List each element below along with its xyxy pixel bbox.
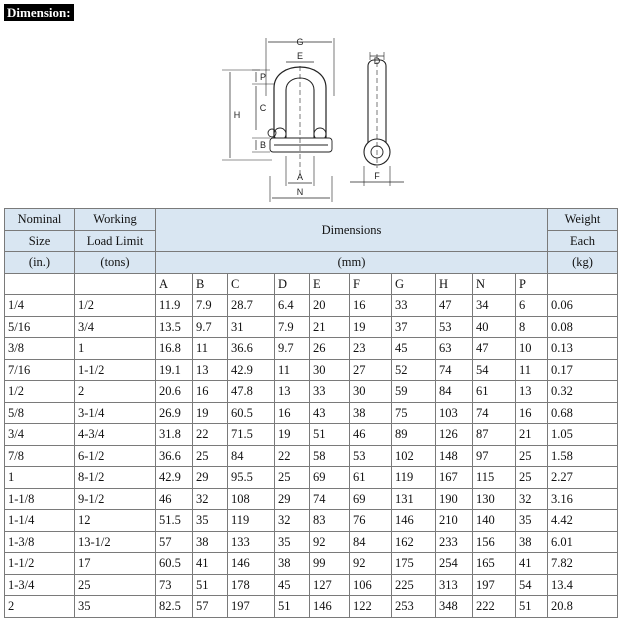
empty-cell xyxy=(5,273,75,295)
table-cell: 222 xyxy=(473,596,516,618)
table-cell: 16 xyxy=(350,295,392,317)
label-h: H xyxy=(233,110,241,120)
table-cell: 45 xyxy=(275,574,310,596)
label-d: D xyxy=(373,56,381,66)
table-cell: 58 xyxy=(310,445,350,467)
table-cell: 233 xyxy=(436,531,473,553)
label-a: A xyxy=(296,172,304,182)
table-cell: 9-1/2 xyxy=(75,488,156,510)
table-cell: 1-3/4 xyxy=(5,574,75,596)
table-cell: 25 xyxy=(516,467,548,489)
unit-in: (in.) xyxy=(5,252,75,274)
table-cell: 16 xyxy=(516,402,548,424)
table-cell: 38 xyxy=(516,531,548,553)
table-cell: 1/2 xyxy=(75,295,156,317)
table-cell: 22 xyxy=(275,445,310,467)
table-row xyxy=(5,402,618,424)
shackle-dimension-diagram xyxy=(200,26,440,206)
table-cell: 0.06 xyxy=(548,295,618,317)
table-cell: 13 xyxy=(193,359,228,381)
table-cell: 60.5 xyxy=(228,402,275,424)
table-cell: 99 xyxy=(310,553,350,575)
table-cell: 92 xyxy=(310,531,350,553)
table-cell: 1.58 xyxy=(548,445,618,467)
table-cell: 3/8 xyxy=(5,338,75,360)
table-cell: 61 xyxy=(473,381,516,403)
table-cell: 6.4 xyxy=(275,295,310,317)
table-row xyxy=(5,424,618,446)
table-cell: 51 xyxy=(310,424,350,446)
table-cell: 61 xyxy=(350,467,392,489)
dimensions-header: Dimensions xyxy=(156,209,548,252)
table-cell: 7/8 xyxy=(5,445,75,467)
table-cell: 1-1/8 xyxy=(5,488,75,510)
table-cell: 51.5 xyxy=(156,510,193,532)
nominal-size-header: Nominal xyxy=(5,209,75,231)
table-row xyxy=(5,531,618,553)
table-cell: 53 xyxy=(436,316,473,338)
table-cell: 69 xyxy=(350,488,392,510)
table-cell: 38 xyxy=(350,402,392,424)
table-cell: 33 xyxy=(392,295,436,317)
table-cell: 43 xyxy=(310,402,350,424)
table-cell: 11 xyxy=(516,359,548,381)
table-cell: 253 xyxy=(392,596,436,618)
col-header-a: A xyxy=(156,273,193,295)
table-cell: 89 xyxy=(392,424,436,446)
table-cell: 45 xyxy=(392,338,436,360)
table-row xyxy=(5,510,618,532)
table-cell: 11.9 xyxy=(156,295,193,317)
table-row xyxy=(5,596,618,618)
label-p: P xyxy=(259,72,267,82)
table-cell: 69 xyxy=(310,467,350,489)
label-n: N xyxy=(296,187,304,197)
table-cell: 156 xyxy=(473,531,516,553)
table-cell: 13 xyxy=(275,381,310,403)
table-cell: 20.8 xyxy=(548,596,618,618)
table-cell: 35 xyxy=(75,596,156,618)
nominal-size-header-line2: Size xyxy=(5,230,75,252)
table-cell: 6-1/2 xyxy=(75,445,156,467)
table-cell: 0.17 xyxy=(548,359,618,381)
table-cell: 34 xyxy=(473,295,516,317)
table-cell: 348 xyxy=(436,596,473,618)
table-cell: 19.1 xyxy=(156,359,193,381)
table-cell: 21 xyxy=(310,316,350,338)
table-cell: 73 xyxy=(156,574,193,596)
table-cell: 103 xyxy=(436,402,473,424)
empty-cell xyxy=(75,273,156,295)
table-cell: 35 xyxy=(516,510,548,532)
table-cell: 36.6 xyxy=(228,338,275,360)
table-cell: 9.7 xyxy=(193,316,228,338)
table-cell: 29 xyxy=(193,467,228,489)
table-cell: 54 xyxy=(473,359,516,381)
table-cell: 20 xyxy=(310,295,350,317)
unit-mm: (mm) xyxy=(156,252,548,274)
table-cell: 2 xyxy=(75,381,156,403)
table-cell: 36.6 xyxy=(156,445,193,467)
table-row xyxy=(5,553,618,575)
table-cell: 148 xyxy=(436,445,473,467)
table-cell: 38 xyxy=(275,553,310,575)
table-cell: 13.5 xyxy=(156,316,193,338)
table-cell: 47 xyxy=(473,338,516,360)
col-header-n: N xyxy=(473,273,516,295)
table-cell: 40 xyxy=(473,316,516,338)
table-cell: 32 xyxy=(193,488,228,510)
table-cell: 190 xyxy=(436,488,473,510)
table-cell: 12 xyxy=(75,510,156,532)
label-g: G xyxy=(296,37,304,47)
empty-cell xyxy=(548,273,618,295)
table-cell: 106 xyxy=(350,574,392,596)
table-cell: 175 xyxy=(392,553,436,575)
table-cell: 16 xyxy=(275,402,310,424)
table-cell: 7.9 xyxy=(193,295,228,317)
table-cell: 51 xyxy=(275,596,310,618)
label-e: E xyxy=(296,51,304,61)
table-cell: 6 xyxy=(516,295,548,317)
col-header-f: F xyxy=(350,273,392,295)
table-cell: 7/16 xyxy=(5,359,75,381)
table-row xyxy=(5,381,618,403)
table-cell: 84 xyxy=(228,445,275,467)
table-cell: 1.05 xyxy=(548,424,618,446)
table-cell: 75 xyxy=(392,402,436,424)
table-cell: 16 xyxy=(193,381,228,403)
table-cell: 83 xyxy=(310,510,350,532)
table-cell: 59 xyxy=(392,381,436,403)
table-row xyxy=(5,295,618,317)
table-cell: 11 xyxy=(193,338,228,360)
table-cell: 51 xyxy=(516,596,548,618)
table-cell: 146 xyxy=(310,596,350,618)
table-cell: 6.01 xyxy=(548,531,618,553)
table-cell: 146 xyxy=(392,510,436,532)
table-cell: 25 xyxy=(516,445,548,467)
table-cell: 1 xyxy=(75,338,156,360)
table-cell: 57 xyxy=(156,531,193,553)
table-cell: 82.5 xyxy=(156,596,193,618)
table-cell: 11 xyxy=(275,359,310,381)
table-cell: 46 xyxy=(156,488,193,510)
table-row xyxy=(5,445,618,467)
col-header-h: H xyxy=(436,273,473,295)
table-cell: 5/8 xyxy=(5,402,75,424)
label-c: C xyxy=(259,103,267,113)
table-row xyxy=(5,316,618,338)
table-cell: 1-3/8 xyxy=(5,531,75,553)
table-cell: 10 xyxy=(516,338,548,360)
table-cell: 30 xyxy=(310,359,350,381)
table-cell: 102 xyxy=(392,445,436,467)
table-cell: 1-1/2 xyxy=(5,553,75,575)
table-cell: 254 xyxy=(436,553,473,575)
table-cell: 25 xyxy=(75,574,156,596)
table-row xyxy=(5,488,618,510)
table-cell: 210 xyxy=(436,510,473,532)
table-cell: 4-3/4 xyxy=(75,424,156,446)
table-cell: 53 xyxy=(350,445,392,467)
table-cell: 84 xyxy=(436,381,473,403)
table-cell: 5/16 xyxy=(5,316,75,338)
table-cell: 225 xyxy=(392,574,436,596)
table-cell: 9.7 xyxy=(275,338,310,360)
table-cell: 35 xyxy=(275,531,310,553)
table-cell: 20.6 xyxy=(156,381,193,403)
table-cell: 0.32 xyxy=(548,381,618,403)
table-cell: 197 xyxy=(228,596,275,618)
table-cell: 1-1/4 xyxy=(5,510,75,532)
table-cell: 2 xyxy=(5,596,75,618)
table-cell: 3/4 xyxy=(75,316,156,338)
table-cell: 31.8 xyxy=(156,424,193,446)
working-load-header: Working xyxy=(75,209,156,231)
table-cell: 1/4 xyxy=(5,295,75,317)
table-cell: 29 xyxy=(275,488,310,510)
table-cell: 95.5 xyxy=(228,467,275,489)
table-cell: 84 xyxy=(350,531,392,553)
col-header-c: C xyxy=(228,273,275,295)
table-cell: 8 xyxy=(516,316,548,338)
table-cell: 0.68 xyxy=(548,402,618,424)
table-cell: 126 xyxy=(436,424,473,446)
col-header-g: G xyxy=(392,273,436,295)
table-cell: 7.82 xyxy=(548,553,618,575)
table-cell: 108 xyxy=(228,488,275,510)
unit-tons: (tons) xyxy=(75,252,156,274)
table-cell: 3-1/4 xyxy=(75,402,156,424)
table-row xyxy=(5,338,618,360)
table-cell: 71.5 xyxy=(228,424,275,446)
table-cell: 41 xyxy=(516,553,548,575)
table-cell: 19 xyxy=(350,316,392,338)
table-cell: 76 xyxy=(350,510,392,532)
table-cell: 74 xyxy=(473,402,516,424)
table-cell: 26 xyxy=(310,338,350,360)
table-cell: 13.4 xyxy=(548,574,618,596)
table-cell: 41 xyxy=(193,553,228,575)
table-cell: 22 xyxy=(193,424,228,446)
page-title: Dimension: xyxy=(4,4,74,21)
table-cell: 3.16 xyxy=(548,488,618,510)
col-header-b: B xyxy=(193,273,228,295)
table-cell: 37 xyxy=(392,316,436,338)
table-cell: 119 xyxy=(228,510,275,532)
table-cell: 4.42 xyxy=(548,510,618,532)
table-cell: 32 xyxy=(275,510,310,532)
table-cell: 119 xyxy=(392,467,436,489)
table-cell: 127 xyxy=(310,574,350,596)
table-row xyxy=(5,467,618,489)
table-cell: 51 xyxy=(193,574,228,596)
table-row xyxy=(5,574,618,596)
table-cell: 1 xyxy=(5,467,75,489)
table-cell: 146 xyxy=(228,553,275,575)
table-cell: 47.8 xyxy=(228,381,275,403)
table-cell: 178 xyxy=(228,574,275,596)
table-cell: 23 xyxy=(350,338,392,360)
table-cell: 42.9 xyxy=(156,467,193,489)
table-cell: 122 xyxy=(350,596,392,618)
table-cell: 28.7 xyxy=(228,295,275,317)
table-cell: 7.9 xyxy=(275,316,310,338)
table-cell: 92 xyxy=(350,553,392,575)
table-cell: 313 xyxy=(436,574,473,596)
table-cell: 60.5 xyxy=(156,553,193,575)
table-cell: 16.8 xyxy=(156,338,193,360)
table-cell: 2.27 xyxy=(548,467,618,489)
table-cell: 47 xyxy=(436,295,473,317)
table-cell: 46 xyxy=(350,424,392,446)
table-cell: 21 xyxy=(516,424,548,446)
table-cell: 140 xyxy=(473,510,516,532)
table-cell: 165 xyxy=(473,553,516,575)
table-cell: 130 xyxy=(473,488,516,510)
table-cell: 133 xyxy=(228,531,275,553)
table-cell: 42.9 xyxy=(228,359,275,381)
table-cell: 115 xyxy=(473,467,516,489)
table-cell: 38 xyxy=(193,531,228,553)
table-row xyxy=(5,359,618,381)
table-cell: 0.13 xyxy=(548,338,618,360)
label-b: B xyxy=(259,140,267,150)
label-f: F xyxy=(374,171,380,181)
table-cell: 19 xyxy=(193,402,228,424)
table-cell: 13-1/2 xyxy=(75,531,156,553)
table-cell: 52 xyxy=(392,359,436,381)
table-cell: 131 xyxy=(392,488,436,510)
table-cell: 162 xyxy=(392,531,436,553)
table-cell: 26.9 xyxy=(156,402,193,424)
table-cell: 8-1/2 xyxy=(75,467,156,489)
table-cell: 35 xyxy=(193,510,228,532)
table-cell: 1/2 xyxy=(5,381,75,403)
col-header-d: D xyxy=(275,273,310,295)
table-cell: 74 xyxy=(436,359,473,381)
table-cell: 27 xyxy=(350,359,392,381)
table-cell: 32 xyxy=(516,488,548,510)
table-cell: 13 xyxy=(516,381,548,403)
table-body xyxy=(5,295,618,618)
table-cell: 197 xyxy=(473,574,516,596)
col-header-e: E xyxy=(310,273,350,295)
unit-kg: (kg) xyxy=(548,252,618,274)
table-cell: 63 xyxy=(436,338,473,360)
table-cell: 97 xyxy=(473,445,516,467)
dimension-table xyxy=(4,208,618,618)
table-cell: 167 xyxy=(436,467,473,489)
table-cell: 3/4 xyxy=(5,424,75,446)
table-cell: 25 xyxy=(193,445,228,467)
weight-header-line2: Each xyxy=(548,230,618,252)
table-cell: 30 xyxy=(350,381,392,403)
table-cell: 19 xyxy=(275,424,310,446)
table-cell: 74 xyxy=(310,488,350,510)
table-cell: 1-1/2 xyxy=(75,359,156,381)
table-cell: 87 xyxy=(473,424,516,446)
weight-header: Weight xyxy=(548,209,618,231)
column-letter-row xyxy=(5,273,618,295)
col-header-p: P xyxy=(516,273,548,295)
table-cell: 57 xyxy=(193,596,228,618)
table-cell: 25 xyxy=(275,467,310,489)
table-cell: 17 xyxy=(75,553,156,575)
table-cell: 0.08 xyxy=(548,316,618,338)
table-cell: 33 xyxy=(310,381,350,403)
table-cell: 54 xyxy=(516,574,548,596)
table-cell: 31 xyxy=(228,316,275,338)
working-load-header-line2: Load Limit xyxy=(75,230,156,252)
